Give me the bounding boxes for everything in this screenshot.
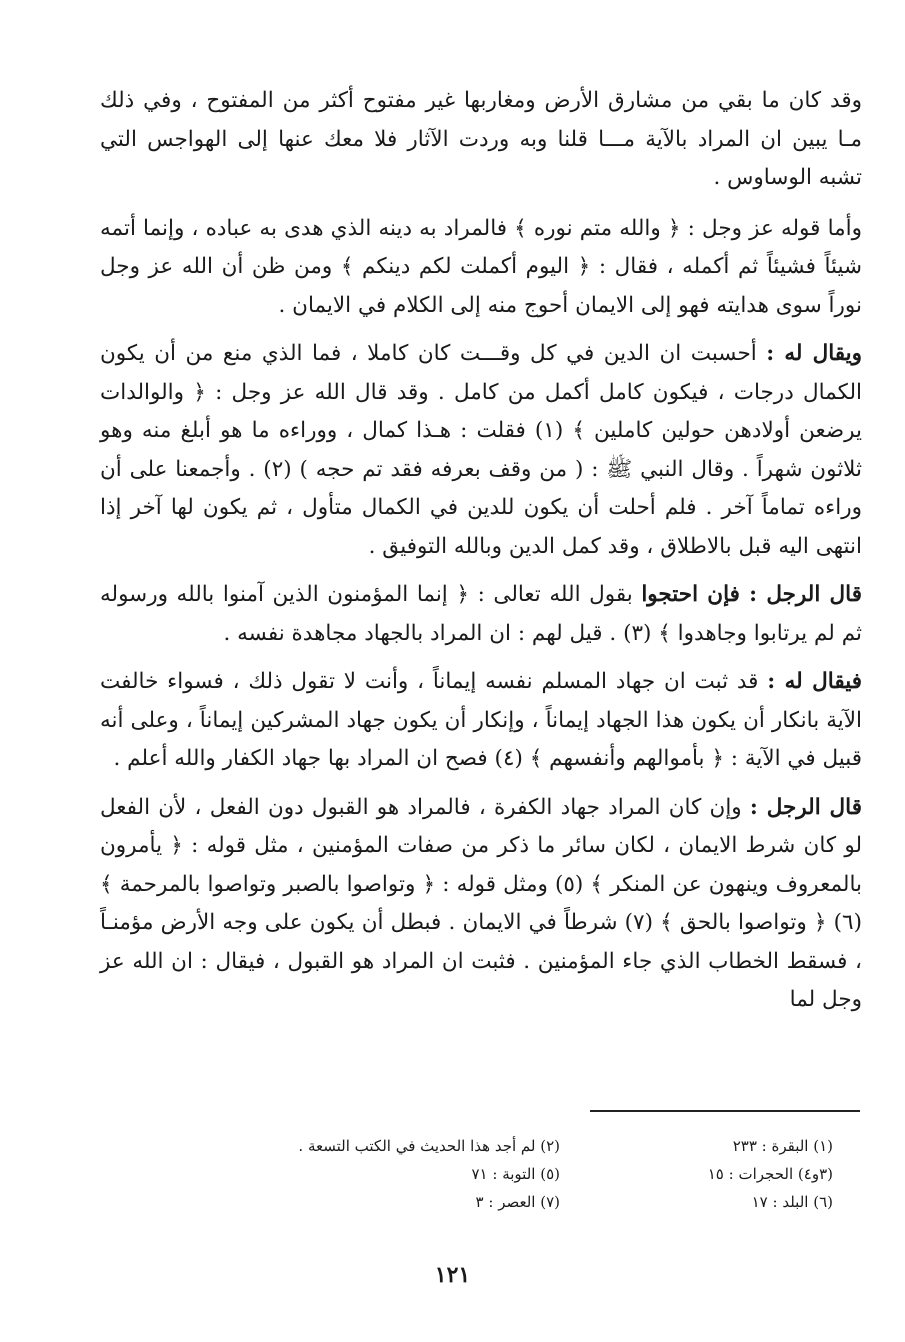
paragraph-text: بقول الله تعالى : ﴿ إنما المؤمنون الذين آمنوا بالله ورسوله ثم لم يرتابوا وجاهدوا ﴾ (٣) . قيل لهم : ان المراد بالجهاد مجاهدة نفسه . — [100, 582, 862, 646]
paragraph-text: وأما قوله عز وجل : ﴿ والله متم نوره ﴾ فالمراد به دينه الذي هدى به عباده ، وإنما أتمه شيئاً فشيئاً ثم أكمله ، فقال : ﴿ اليوم أكملت لكم دينكم ﴾ ومن ظن أن الله عز وجل نوراً سوى هدايته فهو إلى الايمان أحوج منه إلى الكلام في الايمان . — [100, 215, 862, 318]
paragraph — [100, 210, 862, 326]
paragraph — [100, 789, 862, 1020]
footnotes-right-column — [613, 1132, 833, 1216]
paragraph — [100, 576, 862, 653]
footnote: (٢) لم أجد هذا الحديث في الكتب التسعة . — [298, 1137, 560, 1155]
paragraph — [100, 335, 862, 566]
footnote-divider — [590, 1110, 860, 1112]
paragraph-lead: ويقال له : — [766, 341, 862, 366]
paragraph-text: قد ثبت ان جهاد المسلم نفسه إيماناً ، وأنت لا تقول ذلك ، فسواء خالفت الآية بانكار أن يكون هذا الجهاد إيماناً ، وإنكار أن يكون جهاد المشركين إيماناً ، وعلى أنه قبيل في الآية : ﴿ بأموالهم وأنفسهم ﴾ (٤) فصح ان المراد بها جهاد الكفار والله أعلم . — [100, 669, 862, 771]
paragraph-lead: قال الرجل : — [749, 794, 862, 820]
footnote: (٧) العصر : ٣ — [475, 1193, 560, 1211]
paragraph-text: وإن كان المراد جهاد الكفرة ، فالمراد هو القبول دون الفعل ، لأن الفعل لو كان شرط الايمان ، لكان سائر ما ذكر من صفات المؤمنين ، مثل قوله : ﴿ يأمرون بالمعروف وينهون عن المنكر ﴾ (٥) ومثل قوله : ﴿ وتواصوا بالصبر وتواصوا بالمرحمة ﴾ (٦) ﴿ وتواصوا بالحق ﴾ (٧) شرطاً في الايمان . فبطل أن يكون على وجه الأرض مؤمنـاً ، فسقط الخطاب الذي جاء المؤمنين . فثبت ان المراد هو القبول ، فيقال : ان الله عز وجل لما — [100, 794, 862, 1012]
page-number: ١٢١ — [434, 1262, 471, 1288]
paragraph-text: وقد كان ما بقي من مشارق الأرض ومغاربها غير مفتوح أكثر من المفتوح ، وفي ذلك مـا يبين ان المراد بالآية مـــا قلنا وبه وردت الآثار فلا معك عنها إلى الهواجس التي تشبه الوساوس . — [100, 88, 862, 190]
footnote: (١) البقرة : ٢٣٣ — [732, 1137, 833, 1155]
footnotes-left-column — [210, 1132, 560, 1216]
paragraph-text: أحسبت ان الدين في كل وقـــت كان كاملا ، فما الذي منع من أن يكون الكمال درجات ، فيكون كامل أكمل من كامل . وقد قال الله عز وجل : ﴿ والوالدات يرضعن أولادهن حولين كاملين ﴾ (١) فقلت : هـذا كمال ، ووراءه ما هو أبلغ منه وهو ثلاثون شهراً . وقال النبي ﷺ : ( من وقف بعرفه فقد تم حجه ) (٢) . وأجمعنا على أن وراءه تماماً آخر . فلم أحلت أن يكون للدين في الكمال متأول ، ثم يكون لها آخر إذا انتهى اليه قبل بالاطلاق ، وقد كمل الدين وبالله التوفيق . — [100, 341, 862, 559]
footnote: (٣و٤) الحجرات : ١٥ — [707, 1165, 833, 1183]
footnote: (٥) التوبة : ٧١ — [471, 1165, 560, 1183]
paragraph-lead: فيقال له : — [767, 669, 862, 694]
paragraph-lead: قال الرجل : فإن احتجوا — [641, 582, 862, 607]
paragraph — [100, 82, 862, 198]
body-text — [100, 82, 862, 1030]
paragraph — [100, 663, 862, 779]
footnote: (٦) البلد : ١٧ — [751, 1193, 833, 1211]
